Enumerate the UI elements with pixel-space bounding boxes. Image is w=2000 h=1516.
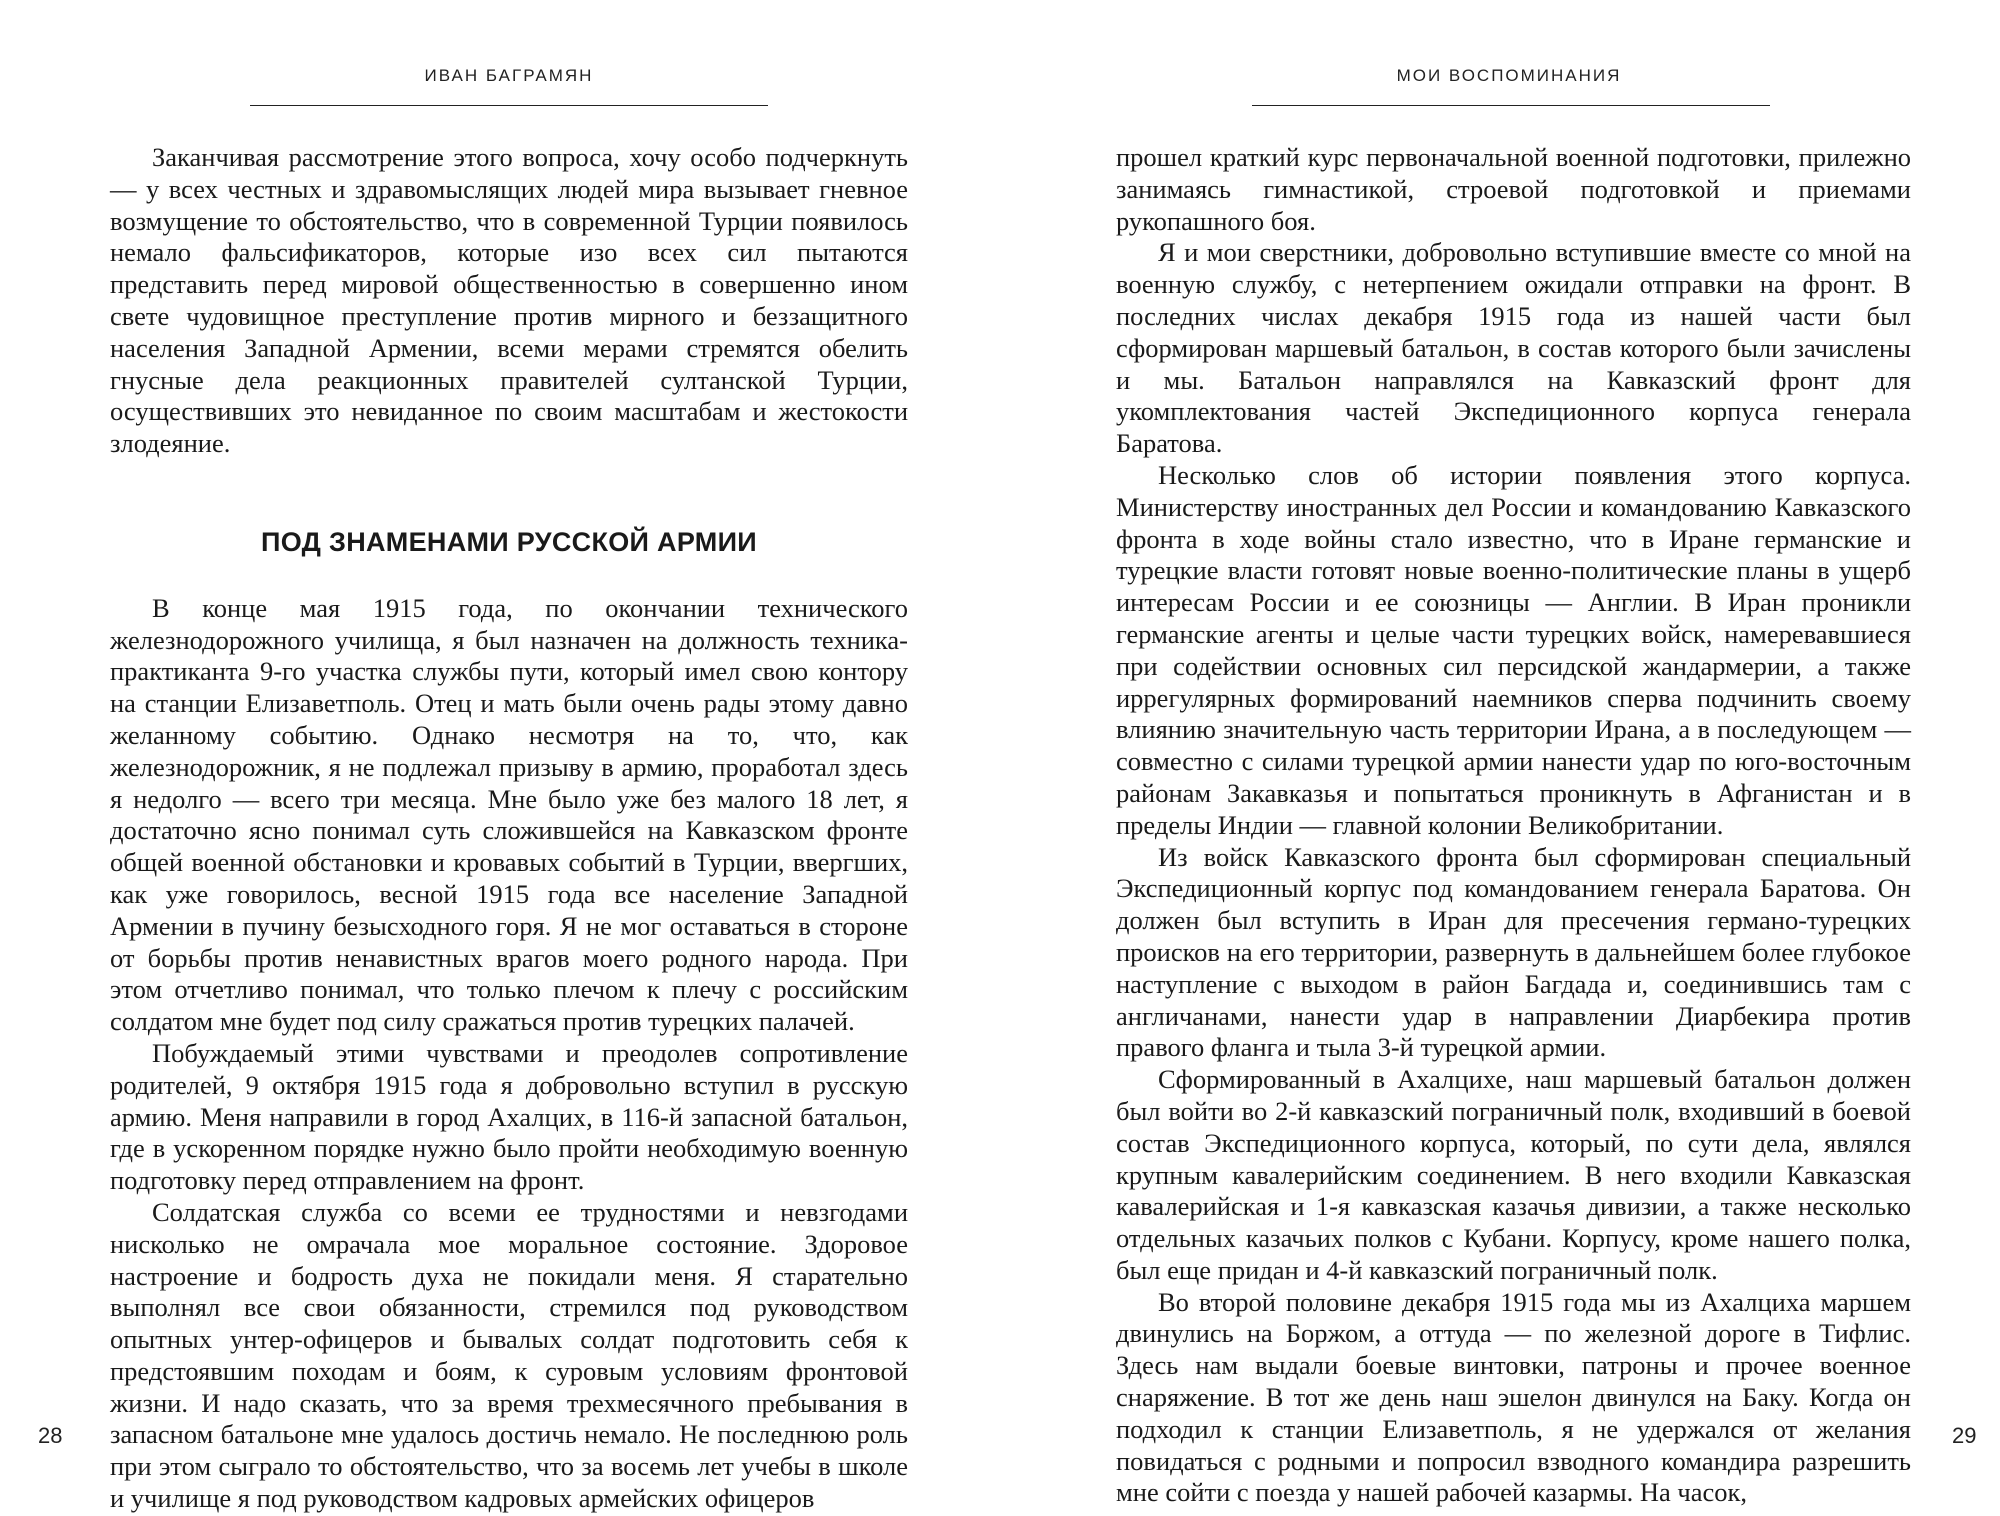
running-head-title: МОИ ВОСПОМИНАНИЯ <box>1396 66 1622 85</box>
page-number: 28 <box>38 1423 63 1448</box>
left-page-text <box>110 142 908 1515</box>
paragraph: В конце мая 1915 года, по окончании технического железнодорожного училища, я был назначен на должность техника-практиканта 9-го участка службы пути, который имел свою контору на станции Елизаветполь. Отец и мать были очень рады этому давно желанному событию. Однако несмотря на то, что, как железнодорожник, я не подлежал призыву в армию, проработал здесь я недолго — всего три месяца. Мне было уже без малого 18 лет, я достаточно ясно понимал суть сложившейся на Кавказском фронте общей военной обстановки и кровавых событий в Турции, ввергших, как уже говорилось, весной 1915 года все население Западной Армении в пучину безысходного горя. Я не мог оставаться в стороне от борьбы против ненавистных врагов моего родного народа. При этом отчетливо понимал, что только плечом к плечу с российским солдатом мне будет под силу сражаться против турецких палачей. <box>110 592 908 1037</box>
section-heading: ПОД ЗНАМЕНАМИ РУССКОЙ АРМИИ <box>261 526 757 557</box>
paragraph: Несколько слов об истории появления этого корпуса. Министерству иностранных дел России и командованию Кавказского фронта в ходе войны стало известно, что в Иране германские и турецкие власти готовят новые военно-политические планы в ущерб интересам России и ее союзницы — Англии. В Иран проникли германские агенты и целые части турецких войск, намеревавшиеся при содействии основных сил персидской жандармерии, а также иррегулярных формирований наемников сперва подчинить своему влиянию значительную часть территории Ирана, а в последующем — совместно с силами турецкой армии нанести удар по юго-восточным районам Закавказья и попытаться проникнуть в Афганистан и в пределы Индии — главной колонии Великобритании. <box>1116 459 1911 840</box>
running-head-author: ИВАН БАГРАМЯН <box>424 66 594 85</box>
paragraph: Из войск Кавказского фронта был сформирован специальный Экспедиционный корпус под командованием генерала Баратова. Он должен был вступить в Иран для пресечения германо-турецких происков на его территории, развернуть в дальнейшем более глубокое наступление с выходом в район Багдада и, соединившись там с англичанами, нанести удар в направлении Диарбекира против правого фланга и тыла 3-й турецкой армии. <box>1116 841 1911 1063</box>
paragraph: Заканчивая рассмотрение этого вопроса, хочу особо подчеркнуть — у всех честных и здравомыслящих людей мира вызывает гневное возмущение то обстоятельство, что в современной Турции появилось немало фальсификаторов, которые изо всех сил пытаются представить перед мировой общественностью в совершенно ином свете чудовищное преступление против мирного и беззащитного населения Западной Армении, всеми мерами стремятся обелить гнусные дела реакционных правителей султанской Турции, осуществивших это невиданное по своим масштабам и жестокости злодеяние. <box>110 142 908 459</box>
header-rule <box>250 105 768 106</box>
paragraph: прошел краткий курс первоначальной военной подготовки, прилежно занимаясь гимнастикой, строевой подготовкой и приемами рукопашного боя. <box>1116 142 1911 236</box>
right-page <box>1000 0 2000 1516</box>
paragraph: Во второй половине декабря 1915 года мы из Ахалциха маршем двинулись на Боржом, а оттуда — по железной дороге в Тифлис. Здесь нам выдали боевые винтовки, патроны и прочее военное снаряжение. В тот же день наш эшелон двинулся на Баку. Когда он подходил к станции Елизаветполь, я не удержался от желания повидаться с родными и попросил взводного командира разрешить мне сойти с поезда у нашей рабочей казармы. На часок, <box>1116 1286 1911 1508</box>
paragraph: Я и мои сверстники, добровольно вступившие вместе со мной на военную службу, с нетерпением ожидали отправки на фронт. В последних числах декабря 1915 года из нашей части был сформирован маршевый батальон, в состав которого были зачислены и мы. Батальон направлялся на Кавказский фронт для укомплектования частей Экспедиционного корпуса генерала Баратова. <box>1116 237 1911 459</box>
header-rule <box>1252 105 1770 106</box>
right-page-text <box>1116 142 1911 1509</box>
paragraph: Побуждаемый этими чувствами и преодолев сопротивление родителей, 9 октября 1915 года я добровольно вступил в русскую армию. Меня направили в город Ахалцих, в 116-й запасной батальон, где в ускоренном порядке нужно было пройти необходимую военную подготовку перед отправлением на фронт. <box>110 1037 908 1196</box>
paragraph: Сформированный в Ахалцихе, наш маршевый батальон должен был войти во 2-й кавказский пограничный полк, входивший в боевой состав Экспедиционного корпуса, который, по сути дела, являлся крупным кавалерийским соединением. В него входили Кавказская кавалерийская и 1-я кавказская казачья дивизии, а также несколько отдельных казачьих полков с Кубани. Корпусу, кроме нашего полка, был еще придан и 4-й кавказский пограничный полк. <box>1116 1064 1911 1285</box>
paragraph: Солдатская служба со всеми ее трудностями и невзгодами нисколько не омрачала мое моральное состояние. Здоровое настроение и бодрость духа не покидали меня. Я старательно выполнял все свои обязанности, стремился под руководством опытных унтер-офицеров и бывалых солдат подготовить себя к предстоявшим походам и боям, к суровым условиям фронтовой жизни. И надо сказать, что за время трехмесячного пребывания в запасном батальоне мне удалось достичь немало. Не последнюю роль при этом сыграло то обстоятельство, что за восемь лет учебы в школе и училище я под руководством кадровых армейских офицеров <box>110 1196 908 1514</box>
page-number: 29 <box>1952 1423 1977 1448</box>
